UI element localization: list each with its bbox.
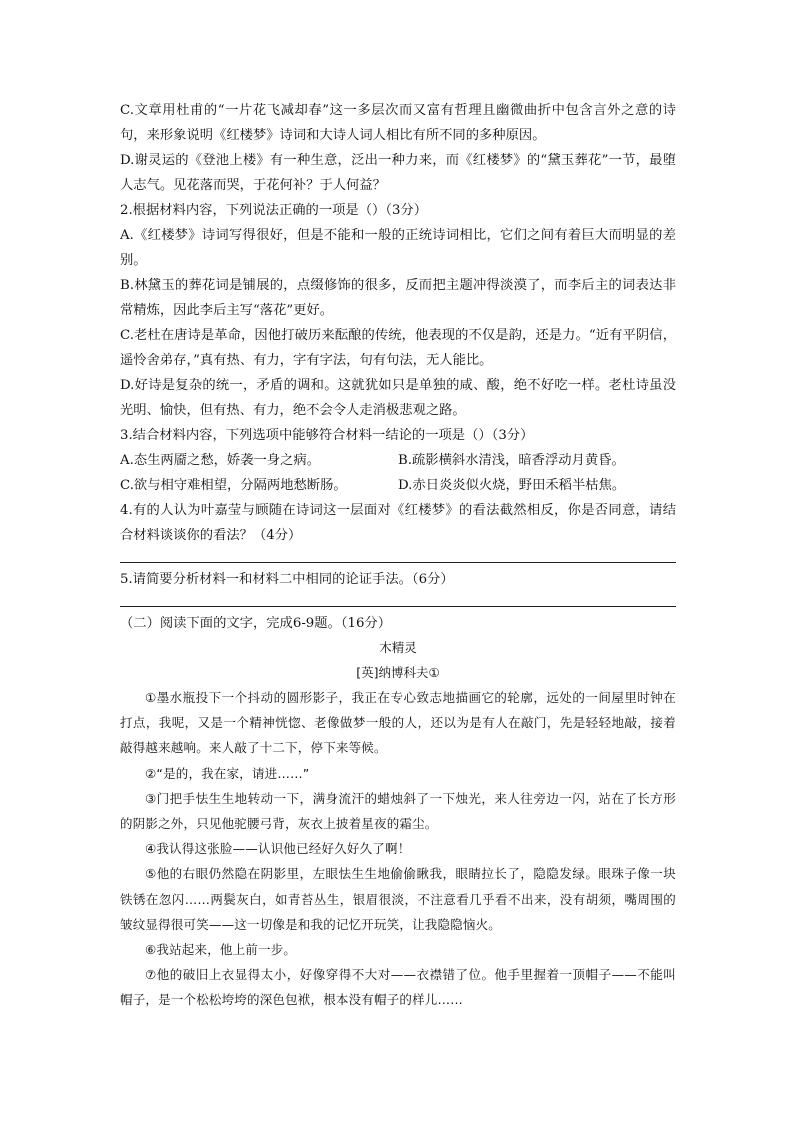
- q2-option-b: B.林黛玉的葬花词是铺展的，点缀修饰的很多，反而把主题冲得淡漠了，而李后主的词表达非常精炼，因此李后主写“落花”更好。: [120, 278, 676, 318]
- story-paragraph: ⑤他的右眼仍然隐在阴影里，左眼怯生生地偷偷瞅我，眼睛拉长了，隐隐发绿。眼珠子像一块铁锈在忽闪……两鬓灰白，如青苔丛生，银眉很淡，不注意看几乎看不出来，没有胡须，嘴周围的皱纹显得很可笑——这一切像是和我的记忆开玩笑，让我隐隐恼火。: [120, 866, 676, 932]
- q1-option-d: D.谢灵运的《登池上楼》有一种生意，泛出一种力来，而《红楼梦》的“黛玉葬花”一节，最堕人志气。见花落而哭，于花何补？于人何益？: [120, 153, 676, 193]
- q4-question: 4.有的人认为叶嘉莹与顾随在诗词这一层面对《红楼梦》的看法截然相反，你是否同意，请结合材料谈谈你的看法？（4分）: [120, 503, 676, 543]
- story-paragraph: ②“是的，我在家，请进……”: [145, 765, 310, 781]
- story-paragraph: ③门把手怯生生地转动一下，满身流汗的蜡烛斜了一下烛光，来人往旁边一闪，站在了长方形的阴影之外，只见他驼腰弓背，灰衣上披着星夜的霜尘。: [120, 790, 676, 832]
- q1-option-c: C.文章用杜甫的“一片花飞减却春”这一多层次而又富有哲理且幽微曲折中包含言外之意的诗句，来形象说明《红楼梦》诗词和大诗人词人相比有所不同的多种原因。: [120, 103, 676, 143]
- q2-stem: 2.根据材料内容，下列说法正确的一项是（）（3分）: [120, 203, 428, 218]
- page-content: [120, 98, 676, 1013]
- section2-heading: （二）阅读下面的文字，完成6-9题。（16分）: [120, 616, 392, 631]
- q3-options-row-1: [120, 448, 676, 473]
- q3-option-c: C.欲与相守难相望，分隔两地愁断肠。: [120, 478, 347, 493]
- story-paragraph: ⑥我站起来，他上前一步。: [145, 942, 297, 958]
- story-author: [英]纳博科夫①: [356, 665, 440, 680]
- q5-question: 5.请简要分析材料一和材料二中相同的论证手法。（6分）: [120, 572, 454, 587]
- story-title: 木精灵: [379, 640, 417, 655]
- q2-option-a: A.《红楼梦》诗词写得很好，但是不能和一般的正统诗词相比，它们之间有着巨大而明显的差别。: [120, 228, 676, 268]
- q2-option-d: D.好诗是复杂的统一，矛盾的调和。这就犹如只是单独的咸、酸，绝不好吃一样。老杜诗虽没光明、愉快，但有热、有力，绝不会令人走消极悲观之路。: [120, 378, 676, 418]
- q4-answer-line[interactable]: [120, 562, 676, 563]
- story-paragraph: ⑦他的破旧上衣显得太小，好像穿得不大对——衣襟错了位。他手里握着一顶帽子——不能叫帽子，是一个松松垮垮的深色包袱，根本没有帽子的样儿……: [120, 967, 676, 1008]
- story-paragraph: ①墨水瓶投下一个抖动的圆形影子，我正在专心致志地描画它的轮廓，远处的一间屋里时钟在打点，我呢，又是一个精神恍惚、老像做梦一般的人，还以为是有人在敲门，先是轻轻地敲，接着敲得越来越响。来人敲了十二下，停下来等候。: [120, 690, 676, 756]
- q5-answer-line[interactable]: [120, 606, 676, 607]
- q3-stem: 3.结合材料内容，下列选项中能够符合材料一结论的一项是（）（3分）: [120, 428, 534, 443]
- q3-option-d: D.赤日炎炎似火烧，野田禾稻半枯焦。: [398, 478, 626, 493]
- q3-option-a: A.态生两靥之愁，娇袭一身之病。: [120, 453, 320, 468]
- story-paragraph: ④我认得这张脸——认识他已经好久好久了啊！: [145, 841, 411, 857]
- q2-option-c: C.老杜在唐诗是革命，因他打破历来酝酿的传统，他表现的不仅是韵，还是力。“近有平阴信，遥怜舍弟存，”真有热、有力，字有字法，句有句法，无人能比。: [120, 328, 676, 368]
- q3-option-b: B.疏影横斜水清浅，暗香浮动月黄昏。: [398, 453, 625, 468]
- q3-options-row-2: [120, 473, 676, 498]
